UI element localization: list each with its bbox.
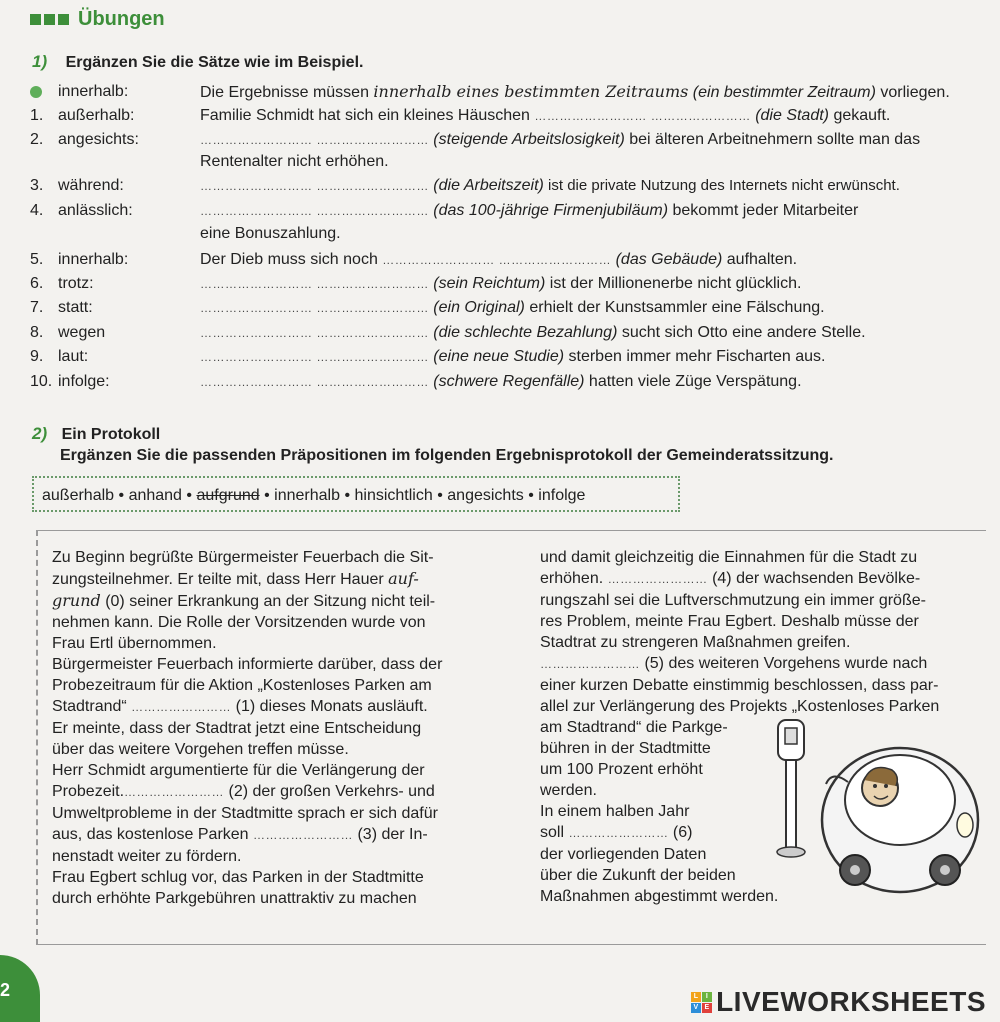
answer-gap[interactable]: ……………………… ……………………… (200, 301, 429, 315)
answer-gap[interactable]: ……………………… ……………………… (200, 133, 429, 147)
used-word: aufgrund (196, 487, 260, 504)
exercise-1-number: 1) (32, 52, 48, 71)
answer-gap[interactable]: ……………………… ……………………… (200, 326, 429, 340)
answer-gap[interactable]: ……………………… ……………………… (200, 179, 429, 193)
answer-gap[interactable]: …………………… (253, 828, 354, 842)
answer-gap[interactable]: ……………………… ……………………… (200, 277, 429, 291)
exercise-2-heading (32, 424, 160, 444)
answer-gap[interactable]: ……………………… ……………………… (200, 350, 429, 364)
section-squares-icon (30, 8, 72, 31)
protocol-right-column: und damit gleichzeitig die Einnahmen für die Stadt zu erhöhen. …………………… (4) der wachsenden Bevölke- rungszahl sei die Luftverschmutzung ein immer größe- res Problem, meinte Frau Egbert. Deshalb müsse der Stadtrat zu strengeren Maßnahmen greifen. …………………… (5) des weiteren Vorgehens wurde nach einer kurzen Debatte einstimmig beschlossen, dass par- allel zur Verlängerung des Projekts „Kostenloses Parken am Stadtrand“ die Parkge- bühren in der Stadtmitte um 100 Prozent erhöht werden. In einem halben Jahr soll …………………… (6) der vorliegenden Daten über die Zukunft der beiden Maßnahmen abgestimmt werden. (540, 549, 940, 905)
word-bank: außerhalb • anhand • aufgrund • innerhalb • hinsichtlich • angesichts • infolge (32, 476, 680, 512)
handwritten-answer: grund (52, 591, 101, 610)
handwritten-answer: innerhalb eines bestimmten Zeitraums (373, 82, 689, 101)
exercise-2-number: 2) (32, 424, 48, 443)
answer-gap[interactable]: ……………………… ……………………… (200, 204, 429, 218)
protocol-left-column: Zu Beginn begrüßte Bürgermeister Feuerbach die Sit- zungsteilnehmer. Er teilte mit, dass Herr Hauer auf- grund (0) seiner Erkrankung an der Sitzung nicht teil- nehmen kann. Die Rolle der Vorsitzenden wurde von Frau Ertl übernommen. Bürgermeister Feuerbach informierte darüber, dass der Probezeitraum für die Aktion „Kostenloses Parken am Stadtrand“ …………………… (1) dieses Monats ausläuft. Er meinte, dass der Stadtrat jetzt eine Entscheidung über das weitere Vorgehen treffen müsse. Herr Schmidt argumentierte für die Verlängerung der Probezeit.…………………… (2) der großen Verkehrs- und Umweltprobleme in der Stadtmitte sprach er sich dafür aus, das kostenlose Parken …………………… (3) der In- nenstadt weiter zu fördern. Frau Egbert schlug vor, das Parken in der Stadtmitte durch erhöhte Parkgebühren unattraktiv zu machen (52, 549, 443, 907)
page-number: 2 (0, 980, 11, 1000)
answer-gap[interactable]: …………………… (124, 785, 225, 799)
section-title: Übungen (30, 8, 165, 31)
answer-gap[interactable]: ……………………… …………………… (534, 109, 751, 123)
liveworksheets-logo-icon: L I V E (691, 992, 712, 1013)
answer-gap[interactable]: ……………………… ……………………… (382, 253, 612, 267)
car-illustration (760, 710, 985, 920)
bullet-icon (30, 82, 60, 102)
exercise-1-instruction: Ergänzen Sie die Sätze wie im Beispiel. (65, 54, 364, 71)
answer-gap[interactable]: …………………… (131, 700, 232, 714)
exercise-1-heading (32, 52, 363, 72)
exercise-2-instruction: Ergänzen Sie die passenden Präpositionen im folgenden Ergebnisprotokoll der Gemeinderatssitzung. (60, 447, 834, 464)
answer-gap[interactable]: …………………… (607, 572, 708, 586)
exercise-2-title: Ein Protokoll (61, 426, 161, 443)
answer-gap[interactable]: …………………… (540, 657, 640, 671)
exercise-1-list: innerhalb: Die Ergebnisse müssen innerhalb eines bestimmten Zeitraums (ein bestimmter Zeitraum) vorliegen. 1. außerhalb: Familie Schmidt hat sich ein kleines Häuschen ……………………… …………………… (die Stadt) gekauft. 2. angesichts: ……………………… ……………………… (steigende Arbeitslosigkeit) bei älteren Arbeitnehmern sollte man das Rentenalter nicht erhöhen. 3. während: ……………………… ……………………… (die Arbeitszeit) ist die private Nutzung des Internets nicht erwünscht. 4. anlässlich: ……………………… ……………………… (das 100-jährige Firmenjubiläum) bekommt jeder Mitarbeiter eine Bonuszahlung. 5. innerhalb: Der Dieb muss sich noch ……………………… ……………………… (das Gebäude) aufhalten. 6. trotz: ……………………… ……………………… (sein Reichtum) ist der Millionenerbe nicht glücklich. 7. statt: ……………………… ……………………… (ein Original) erhielt der Kunstsammler eine Fälschung. 8. wegen ……………………… ……………………… (die schlechte Bezahlung) sucht sich Otto eine andere Stelle. 9. laut: ……………………… ……………………… (eine neue Studie) sterben immer mehr Fischarten aus. 10. infolge: ……………………… ……………………… (schwere Regenfälle) hatten viele Züge Verspätung. (30, 82, 950, 390)
answer-gap[interactable]: …………………… (568, 826, 669, 840)
answer-gap[interactable]: ……………………… ……………………… (200, 375, 429, 389)
liveworksheets-logo: L I V E LIVEWORKSHEETS (691, 986, 986, 1018)
